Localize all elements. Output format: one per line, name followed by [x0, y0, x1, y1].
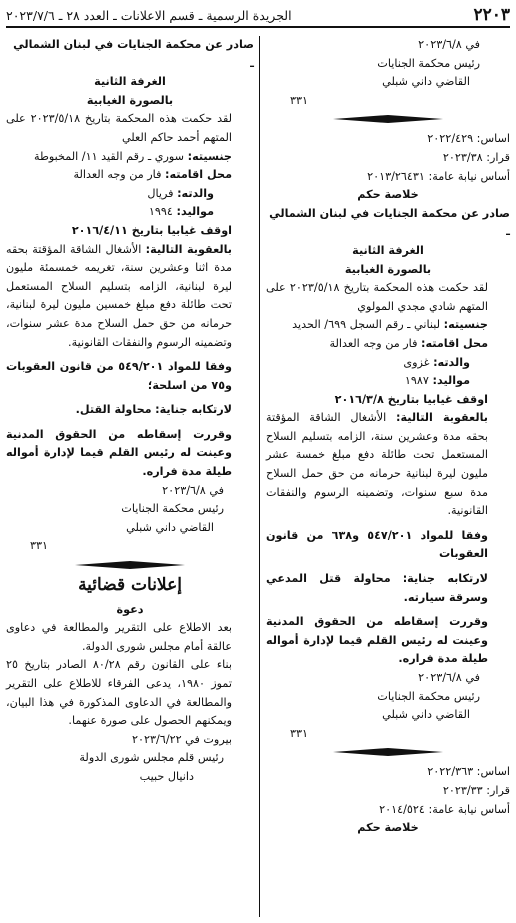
- notice-title: دعوة: [116, 602, 144, 616]
- left-column: [6, 36, 254, 787]
- birth-label: مواليد:: [432, 374, 470, 388]
- decision-text: وقررت إسقاطه من الحقوق المدنية وعينت له رئيس القلم قيما لإدارة أمواله طيلة مدة فراره.: [266, 615, 488, 666]
- signature-date: في ٢٠٢٣/٦/٨: [418, 671, 480, 684]
- section-title: إعلانات قضائية: [78, 575, 182, 596]
- nationality-value: سوري ـ رقم القيد ١١/ المخبوطة: [33, 149, 185, 163]
- residence-value: فار من وجه العدالة: [329, 336, 418, 350]
- notice-signer-title: رئيس قلم مجلس شورى الدولة: [79, 751, 224, 765]
- residence-label: محل اقامته:: [421, 336, 488, 350]
- birth-label: مواليد:: [176, 205, 214, 219]
- nationality-label: جنسيته:: [187, 149, 232, 163]
- notice-signer: دانيال حبيب: [139, 769, 194, 783]
- summary-title: خلاصة حكم: [357, 821, 419, 835]
- notice-paragraph: بعد الاطلاع على التقرير والمطالعة في دعاوى عالقة أمام مجلس شورى الدولة.: [6, 621, 232, 653]
- penalty-text: الأشغال الشاقة المؤقتة بحقه مدة اثنا وعشرين سنة، تغريمه خمسمئة مليون ليرة لبنانية، الزامه بتسليم السلاح المستعمل تحت طائلة دفع مبلغ خمسين مليون ليرة لبنانية، حرمانه من حق حمل السلاح مدة عشر سنوات، وتضمينه الرسوم والنفقات القانونية.: [6, 242, 232, 349]
- signature-title: رئيس محكمة الجنايات: [121, 502, 224, 516]
- birth-value: ١٩٩٤: [148, 205, 173, 219]
- crime-text: محاولة قتل المدعي وسرقة سيارته.: [266, 572, 488, 604]
- reference-code: ٣٣١: [290, 726, 309, 740]
- arrest-line: اوقف غيابيا بتاريخ ٢٠١٦/٣/٨: [334, 392, 488, 406]
- crime-text: محاولة القتل.: [75, 403, 152, 417]
- signature-date: في ٢٠٢٣/٦/٨: [418, 38, 480, 51]
- ruling-text: لقد حكمت هذه المحكمة بتاريخ ٢٠٢٣/٥/١٨ على المتهم شادي مجدي المولوي: [266, 281, 489, 313]
- signature-title: رئيس محكمة الجنايات: [377, 689, 480, 703]
- chamber: الغرفة الثانية: [94, 75, 166, 89]
- ruling-text: لقد حكمت هذه المحكمة بتاريخ ٢٠٢٣/٥/١٨ على المتهم أحمد حاكم العلي: [6, 112, 233, 144]
- court-line: صادر عن محكمة الجنايات في لبنان الشمالي ـ: [13, 38, 254, 70]
- mother-value: غزوى: [403, 355, 430, 369]
- mother-label: والدته:: [177, 186, 214, 200]
- decision-text: وقررت إسقاطه من الحقوق المدنية وعينت له رئيس القلم قيما لإدارة أمواله طيلة مدة فراره.: [6, 427, 232, 479]
- page-header: [6, 4, 510, 28]
- ref-decision: قرار: ٢٠٢٣/٣٣: [442, 783, 510, 797]
- reference-code: ٣٣١: [30, 539, 49, 553]
- signature-judge: القاضي داني شبلي: [382, 708, 470, 722]
- mother-value: فريال: [147, 186, 174, 200]
- running-title: الجريدة الرسمية ـ قسم الاعلانات ـ العدد ٢٨ ـ ٢٠٢٣/٧/٦: [6, 7, 292, 23]
- signature-date: في ٢٠٢٣/٦/٨: [162, 483, 224, 497]
- ref-basis: اساس: ٢٠٢٢/٣٦٣: [427, 765, 510, 779]
- birth-value: ١٩٨٧: [404, 374, 429, 388]
- law-line: وفقا للمواد ٥٤٩/٢٠١ من قانون العقوبات و٧٥ من اسلحة؛: [6, 360, 232, 392]
- divider-ornament: [333, 114, 443, 124]
- notice-paragraph: بناء على القانون رقم ٨٠/٢٨ الصادر بتاريخ ٢٥ تموز ١٩٨٠، يدعى الفرقاء للاطلاع على التقرير والمطالعة في الدعاوى المذكورة في هذا البيان، ويمكنهم الحصول على صورة عنهما.: [6, 658, 232, 728]
- ref-basis: اساس: ٢٠٢٢/٤٢٩: [427, 132, 510, 146]
- nationality-label: جنسيته:: [443, 318, 488, 332]
- divider-ornament: [75, 560, 185, 570]
- chamber: الغرفة الثانية: [352, 243, 424, 257]
- notice-date: بيروت في ٢٠٢٣/٦/٢٢: [132, 732, 232, 746]
- penalty-text: الأشغال الشاقة المؤقتة بحقه مدة وعشرين سنة، الزامه بتسليم السلاح المستعمل تحت طائلة دفع مبلغ خمسة عشر مليون ليرة لبنانية حرمانه من حق حمل السلاح مدة سبع سنوات، وتضمينه الرسوم والنفقات القانونية.: [266, 411, 488, 518]
- crime-label: لارتكابه جناية:: [402, 572, 488, 586]
- column-rule: [259, 36, 260, 917]
- ref-prosecution: أساس نيابة عامة: ٢٠١٤/٥٢٤: [379, 802, 510, 816]
- crime-label: لارتكابه جناية:: [155, 403, 232, 417]
- arrest-line: اوقف غيابيا بتاريخ ٢٠١٦/٤/١١: [71, 223, 232, 237]
- ref-decision: قرار: ٢٠٢٣/٣٨: [442, 150, 510, 164]
- ref-prosecution: أساس نيابة عامة: ٢٠١٣/٢٦٤٣١: [367, 169, 510, 183]
- divider-ornament: [333, 747, 443, 757]
- mother-label: والدته:: [433, 355, 470, 369]
- absentia: بالصورة الغيابية: [344, 262, 432, 276]
- penalty-label: بالعقوبة التالية:: [396, 411, 488, 425]
- residence-value: فار من وجه العدالة: [73, 168, 162, 182]
- page-number: ٢٢٠٣: [473, 5, 510, 25]
- right-column: [266, 36, 510, 838]
- court-line: صادر عن محكمة الجنايات في لبنان الشمالي ـ: [269, 206, 510, 239]
- residence-label: محل اقامته:: [165, 168, 232, 182]
- absentia: بالصورة الغيابية: [86, 93, 174, 107]
- summary-title: خلاصة حكم: [357, 188, 419, 202]
- signature-title: رئيس محكمة الجنايات: [377, 56, 480, 70]
- penalty-label: بالعقوبة التالية:: [145, 242, 232, 256]
- signature-judge: القاضي داني شبلي: [382, 75, 470, 89]
- law-line: وفقا للمواد ٥٤٧/٢٠١ و٦٣٨ من قانون العقوبات: [266, 528, 489, 561]
- signature-judge: القاضي داني شبلي: [126, 520, 214, 534]
- reference-code: ٣٣١: [290, 93, 309, 107]
- nationality-value: لبناني ـ رقم السجل ٦٩٩/ الحديد: [292, 318, 441, 332]
